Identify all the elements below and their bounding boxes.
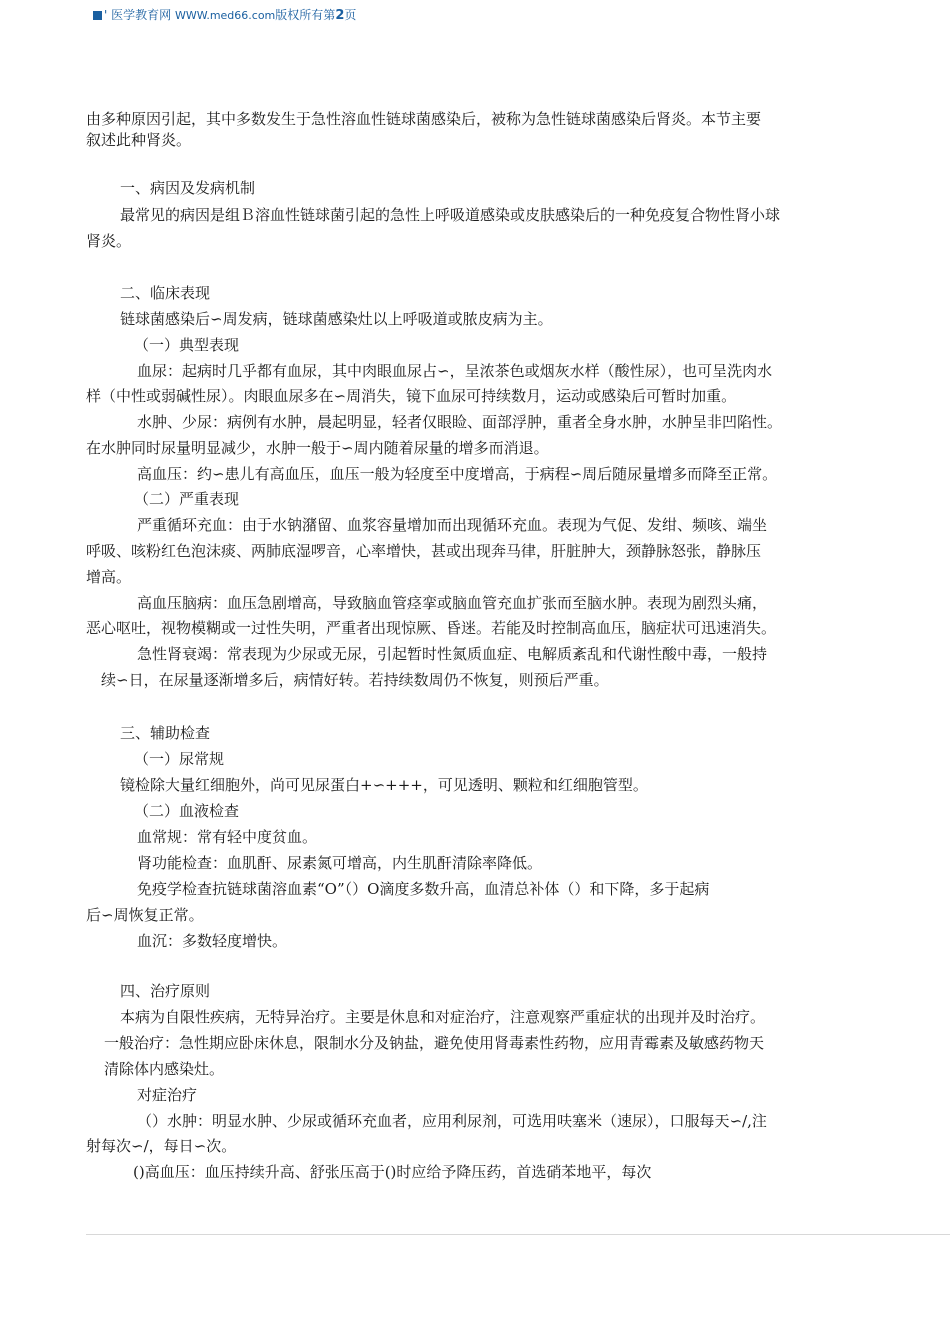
page-divider	[86, 1234, 950, 1235]
section-heading: 三、辅助检查	[120, 724, 211, 742]
paragraph-line: 射每次∽/，每日∽次。	[86, 1137, 237, 1155]
paragraph-line: 后∽周恢复正常。	[86, 906, 204, 924]
section-heading: 一、病因及发病机制	[120, 179, 256, 197]
paragraph-line: 恶心呕吐，视物模糊或一过性失明，严重者出现惊厥、昏迷。若能及时控制高血压，脑症状可迅速消失。	[86, 619, 777, 637]
paragraph-line: 呼吸、咳粉红色泡沫痰、两肺底湿啰音，心率增快，甚或出现奔马律，肝脏肿大，颈静脉怒张，静脉压	[86, 542, 762, 560]
paragraph-line: 最常见的病因是组Ｂ溶血性链球菌引起的急性上呼吸道感染或皮肤感染后的一种免疫复合物性肾小球	[120, 206, 781, 224]
paragraph-line: 血尿：起病时几乎都有血尿，其中肉眼血尿占∽，呈浓茶色或烟灰水样（酸性尿），也可呈洗肉水	[137, 362, 773, 380]
section-heading: 二、临床表现	[120, 284, 211, 302]
paragraph-line: 在水肿同时尿量明显减少，水肿一般于∽周内随着尿量的增多而消退。	[86, 439, 549, 457]
subsection-heading: （二）严重表现	[134, 490, 240, 508]
paragraph-line: 水肿、少尿：病例有水肿，晨起明显，轻者仅眼睑、面部浮肿，重者全身水肿，水肿呈非凹陷性。	[137, 413, 783, 431]
paragraph-line: 严重循环充血：由于水钠潴留、血浆容量增加而出现循环充血。表现为气促、发绀、频咳、端坐	[137, 516, 768, 534]
page-number: 2	[335, 8, 345, 23]
site-url[interactable]: WWW.med66.com	[174, 9, 276, 22]
paragraph-line: 增高。	[86, 568, 132, 586]
paragraph-line: 镜检除大量红细胞外，尚可见尿蛋白+∽+++，可见透明、颗粒和红细胞管型。	[120, 776, 648, 794]
paragraph-line: 链球菌感染后∽周发病，链球菌感染灶以上呼吸道或脓皮病为主。	[120, 310, 553, 328]
paragraph-line: 本病为自限性疾病，无特异治疗。主要是休息和对症治疗，注意观察严重症状的出现并及时治疗。	[120, 1008, 766, 1026]
square-bullet-icon	[93, 11, 102, 20]
page-suffix: 页	[344, 8, 357, 22]
subsection-heading: （一）典型表现	[134, 336, 240, 354]
paragraph-line: 血常规：常有轻中度贫血。	[137, 828, 318, 846]
paragraph-line: ()高血压：血压持续升高、舒张压高于()时应给予降压药，首选硝苯地平，每次	[133, 1163, 652, 1181]
paragraph-line: 急性肾衰竭：常表现为少尿或无尿，引起暂时性氮质血症、电解质紊乱和代谢性酸中毒，一般持	[137, 645, 768, 663]
paragraph-line: 免疫学检查抗链球菌溶血素“O”（）O滴度多数升高，血清总补体（）和下降，多于起病	[137, 880, 710, 898]
subsection-heading: （二）血液检查	[134, 802, 240, 820]
subsection-heading: 对症治疗	[137, 1086, 198, 1104]
paragraph-line: 样（中性或弱碱性尿）。肉眼血尿多在∽周消失，镜下血尿可持续数月，运动或感染后可暂时加重。	[86, 387, 737, 405]
paragraph-line: 续∽日，在尿量逐渐增多后，病情好转。若持续数周仍不恢复，则预后严重。	[101, 671, 609, 689]
section-heading: 四、治疗原则	[120, 982, 211, 1000]
paragraph-line: 血沉：多数轻度增快。	[137, 932, 288, 950]
paragraph-line: 肾功能检查：血肌酐、尿素氮可增高，内生肌酐清除率降低。	[137, 854, 543, 872]
page-header	[93, 6, 356, 24]
paragraph-line: 叙述此种肾炎。	[86, 131, 192, 149]
paragraph-line: 由多种原因引起，其中多数发生于急性溶血性链球菌感染后，被称为急性链球菌感染后肾炎。本节主要	[86, 110, 762, 128]
subsection-heading: （一）尿常规	[134, 750, 225, 768]
paragraph-line: 高血压：约∽患儿有高血压，血压一般为轻度至中度增高，于病程∽周后随尿量增多而降至正常。	[137, 465, 778, 483]
site-name: ' 医学教育网	[104, 8, 172, 22]
paragraph-line: （）水肿：明显水肿、少尿或循环充血者，应用利尿剂，可选用呋塞米（速尿），口服每天∽/,注	[137, 1112, 767, 1130]
page-prefix: 第	[323, 8, 336, 22]
copyright-text: 版权所有	[275, 8, 324, 22]
paragraph-line: 清除体内感染灶。	[104, 1060, 225, 1078]
paragraph-line: 高血压脑病：血压急剧增高，导致脑血管痉挛或脑血管充血扩张而至脑水肿。表现为剧烈头痛，	[137, 594, 768, 612]
paragraph-line: 一般治疗：急性期应卧床休息，限制水分及钠盐，避免使用肾毒素性药物，应用青霉素及敏感药物天	[104, 1034, 765, 1052]
paragraph-line: 肾炎。	[86, 232, 132, 250]
